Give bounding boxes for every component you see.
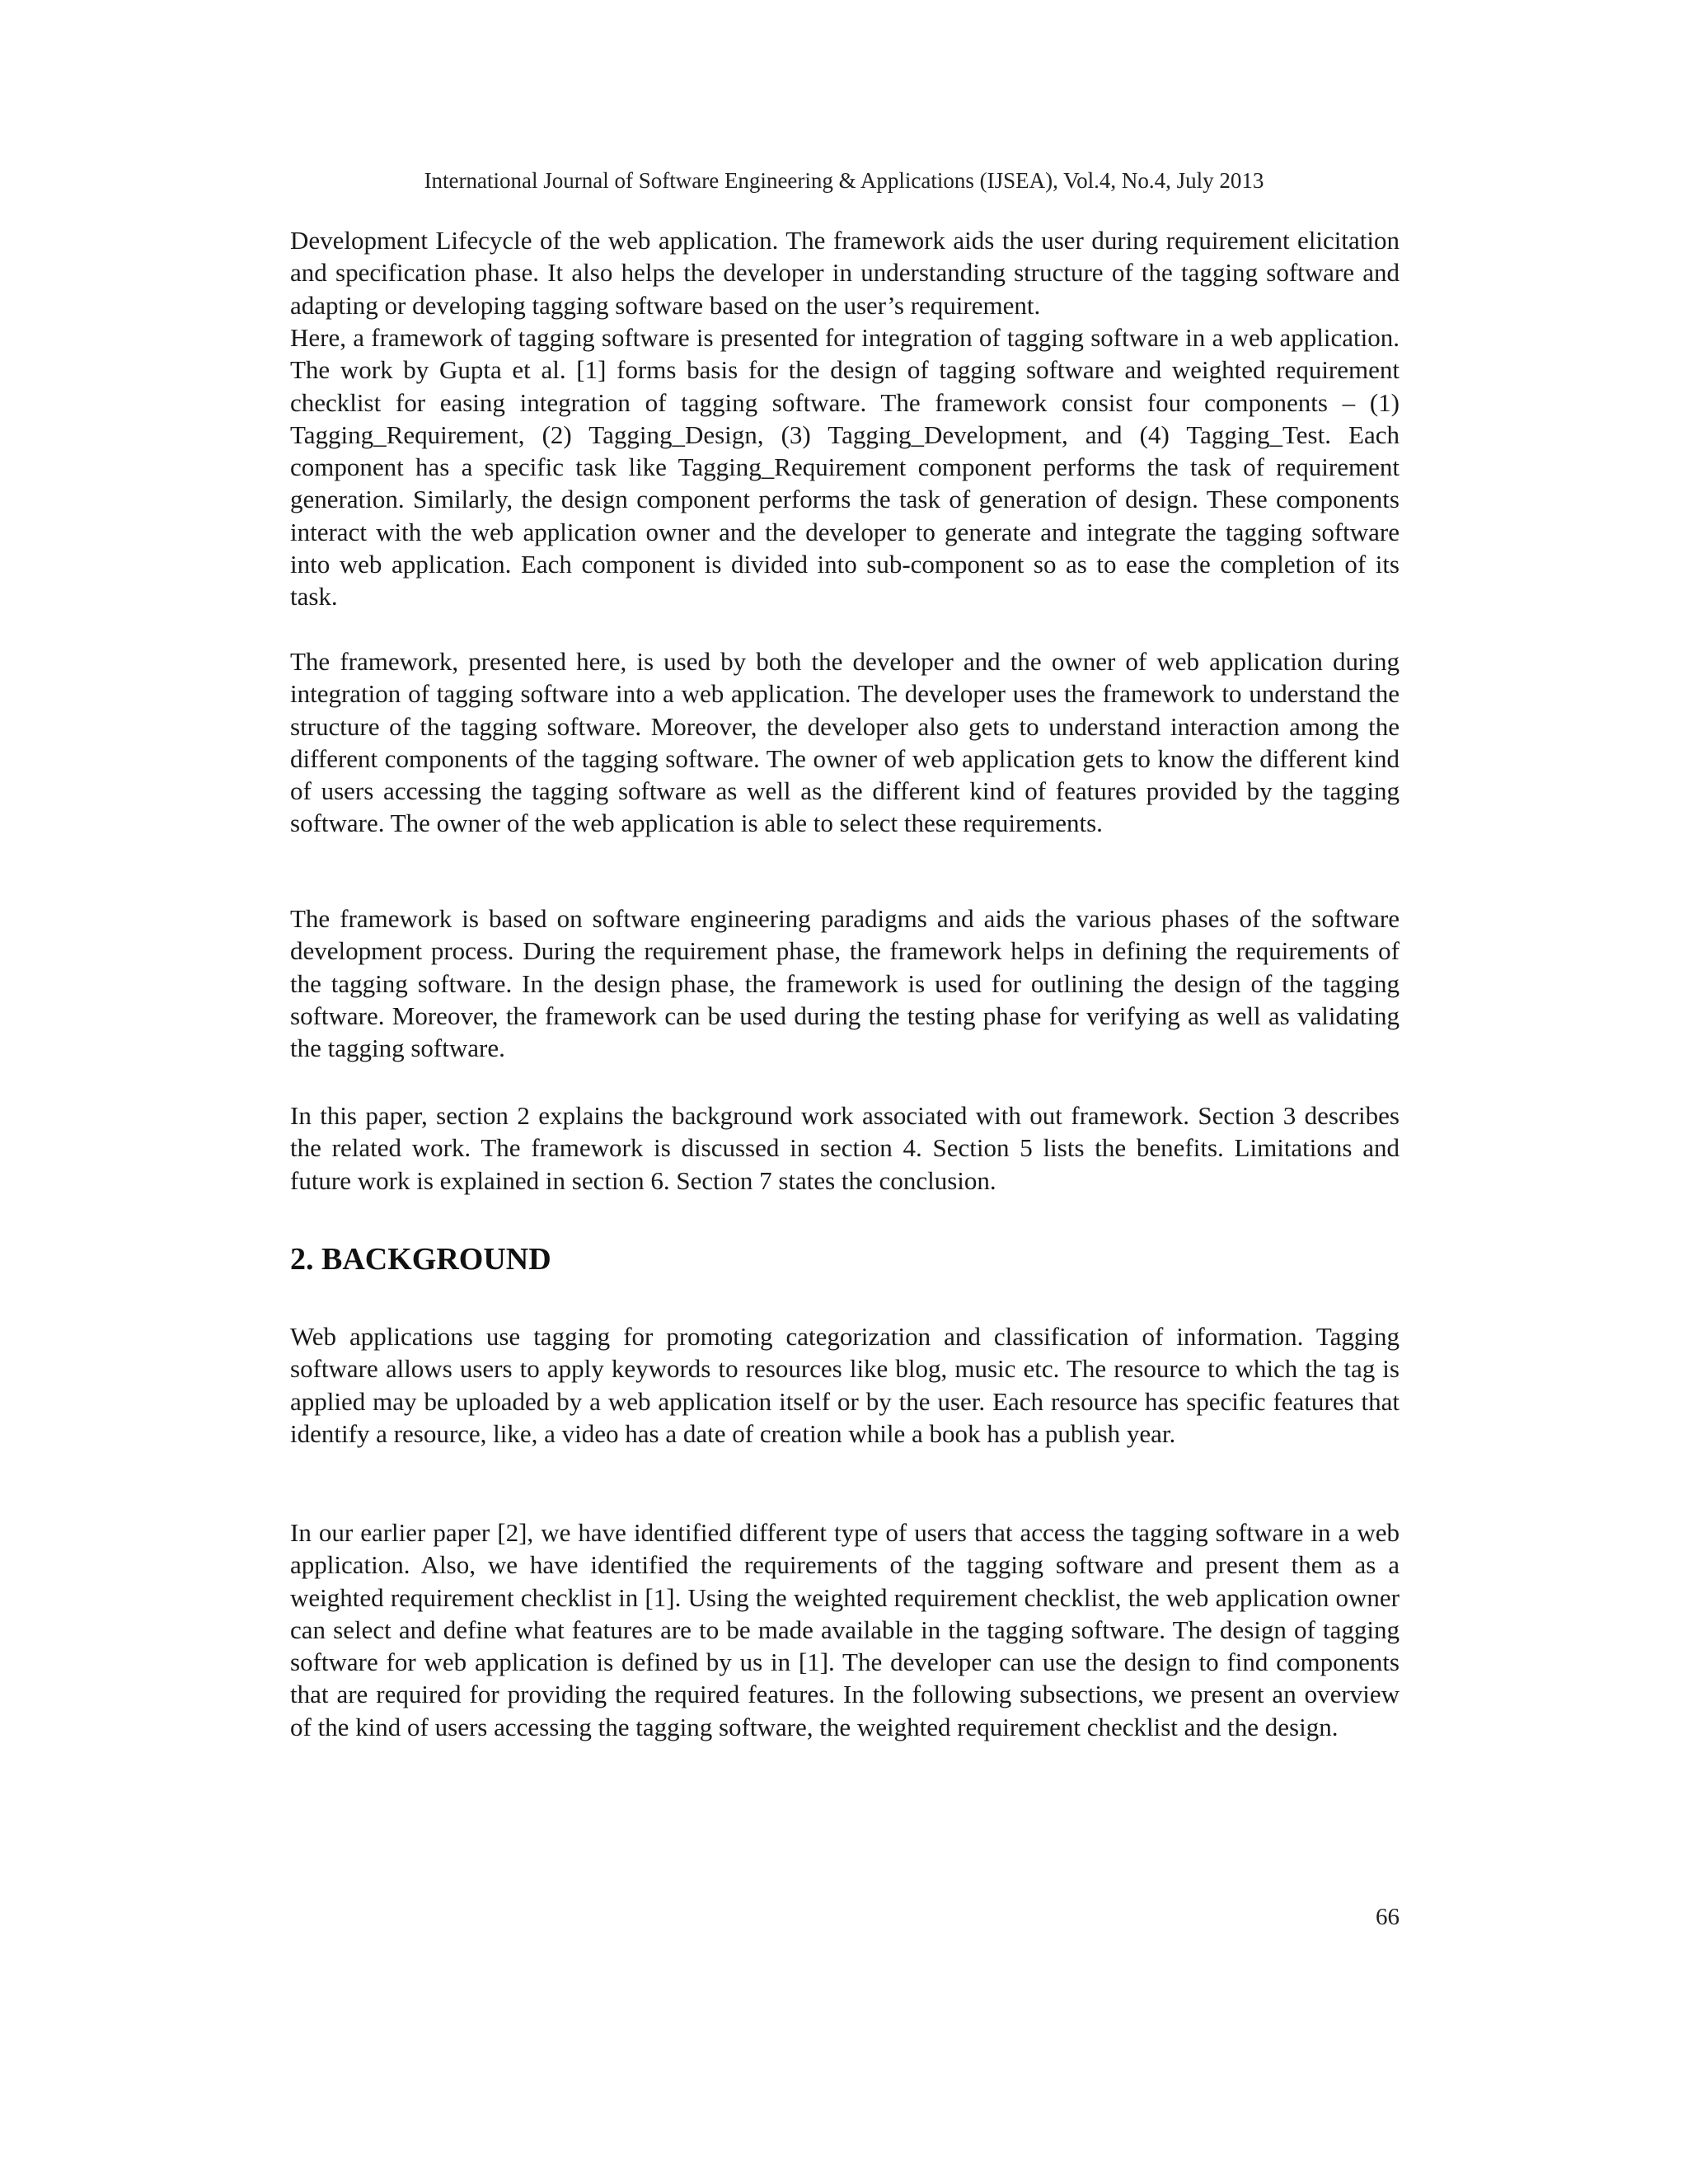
paragraph-framework-paradigms: The framework is based on software engineering paradigms and aids the various phases of the software development process. During the requirement phase, the framework helps in defining the requirements of the tagging software. In the design phase, the framework is used for outlining the design of the tagging software. Moreover, the framework can be used during the testing phase for verifying as well as validating the tagging software. [290, 904, 1400, 1063]
paragraph-lifecycle: Development Lifecycle of the web application. The framework aids the user during requirement elicitation and specification phase. It also helps the developer in understanding structure of the tagging software and adapting or developing tagging software based on the user’s requirement. [290, 226, 1400, 320]
paragraph-paper-outline: In this paper, section 2 explains the background work associated with out framework. Section 3 describes the related work. The framework is discussed in section 4. Section 5 lists the benefits. Limitations and future work is explained in section 6. Section 7 states the conclusion. [290, 1101, 1400, 1195]
running-header: International Journal of Software Engineering & Applications (IJSEA), Vol.4, No.4, July 2013 [424, 168, 1264, 193]
paragraph-background-earlier-work: In our earlier paper [2], we have identified different type of users that access the tagging software in a web application. Also, we have identified the requirements of the tagging software and present them as a weighted requirement checklist in [1]. Using the weighted requirement checklist, the web application owner can select and define what features are to be made available in the tagging software. The design of tagging software for web application is defined by us in [1]. The developer can use the design to find components that are required for providing the required features. In the following subsections, we present an overview of the kind of users accessing the tagging software, the weighted requirement checklist and the design. [290, 1518, 1400, 1741]
section-heading-background [290, 1240, 551, 1279]
page-number: 66 [1376, 1904, 1400, 1930]
paragraph-background-tagging: Web applications use tagging for promoting categorization and classification of information. Tagging software allows users to apply keywords to resources like blog, music etc. The resource to which the tag is applied may be uploaded by a web application itself or by the user. Each resource has specific features that identify a resource, like, a video has a date of creation while a book has a publish year. [290, 1322, 1400, 1448]
paragraph-framework-intro: Here, a framework of tagging software is presented for integration of tagging software in a web application. The work by Gupta et al. [1] forms basis for the design of tagging software and weighted requirement checklist for easing integration of tagging software. The framework consist four components – (1) Tagging_Requirement, (2) Tagging_Design, (3) Tagging_Development, and (4) Tagging_Test. Each component has a specific task like Tagging_Requirement component performs the task of requirement generation. Similarly, the design component performs the task of generation of design. These components interact with the web application owner and the developer to generate and integrate the tagging software into web application. Each component is divided into sub-component so as to ease the completion of its task. [290, 323, 1400, 612]
paragraph-framework-users: The framework, presented here, is used by both the developer and the owner of web application during integration of tagging software into a web application. The developer uses the framework to understand the structure of the tagging software. Moreover, the developer also gets to understand interaction among the different components of the tagging software. The owner of web application gets to know the different kind of users accessing the tagging software as well as the different kind of features provided by the tagging software. The owner of the web application is able to select these requirements. [290, 647, 1400, 838]
section-heading-number: 2. B [290, 1242, 343, 1277]
section-heading-title: ACKGROUND [342, 1242, 551, 1277]
